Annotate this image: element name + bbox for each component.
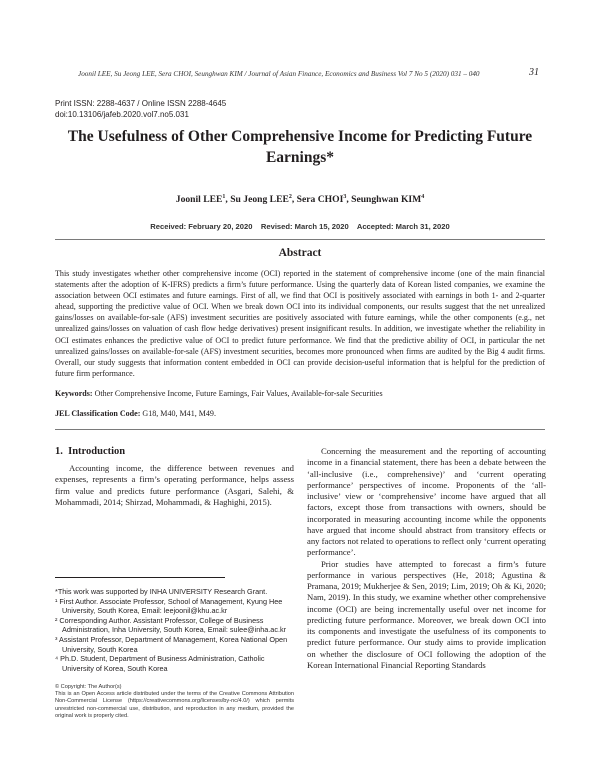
abstract-heading: Abstract [278, 247, 322, 259]
running-head: Joonil LEE, Su Jeong LEE, Sera CHOI, Seunghwan KIM / Journal of Asian Finance, Economics and Business Vol 7 No 5 (2020) 031 – 040 [78, 70, 480, 78]
footnote: *This work was supported by INHA UNIVERSITY Research Grant. [55, 587, 268, 596]
author-name: Sera CHOI [296, 194, 344, 206]
jel-value: G18, M40, M41, M49. [142, 409, 216, 418]
jel-label: JEL Classification Code: [55, 409, 141, 418]
author-sup: 2 [288, 194, 292, 200]
copyright-line: © Copyright: The Author(s) [55, 684, 122, 690]
keywords-value: Other Comprehensive Income, Future Earnings, Fair Values, Available-for-sale Securities [94, 389, 383, 398]
footnote: ⁴ Ph.D. Student, Department of Business Administration, Catholic University of Korea, South Korea [55, 654, 265, 673]
paragraph: Prior studies have attempted to forecast a firm’s future performance in various perspectives (He, 2018; Agustina & Pramana, 2019; Mukherjee & Sen, 2019; Lim, 2019; Oh & Ki, 2020; Nam, 2019). In this study, we examine whether other comprehensive income (OCI) are being incrementally useful over net income for predicting future performance. Moreover, we break down OCI into its components and investigate the usefulness of its components to predict future performance. Our study aims to provide implication on whether the disclosure of OCI following the adoption of the Korean International Financial Reporting Standards [307, 558, 546, 670]
author-name: Seunghwan KIM [351, 194, 422, 206]
page-number: 31 [529, 67, 539, 78]
divider [55, 239, 545, 240]
paragraph: Concerning the measurement and the reporting of accounting income in a financial statement, there has been a debate between the ‘all-inclusive (i.e., comprehensive)’ and ‘current operating performance’ perspectives of income. Proponents of the ‘all-inclusive’ view or ‘comprehensive’ income have argued that all factors, except those from transactions with owners, should be incorporated in measuring accounting income while the opponents have argued that income should abstract from transitory effects or any factors not related to operations to reflect only ‘current operating performance’. [307, 446, 546, 558]
identifiers [55, 98, 226, 120]
footnote: ² Corresponding Author. Assistant Professor, College of Business Administration, Inha University, South Korea, Email: sulee@inha.ac.kr [55, 615, 287, 635]
author-sup: 4 [421, 194, 425, 200]
author-sup: 3 [343, 194, 347, 200]
submission-dates: Received: February 20, 2020 Revised: March 15, 2020 Accepted: March 31, 2020 [150, 222, 450, 231]
paragraph: Accounting income, the difference between revenues and expenses, represents a firm’s operating performance, helps assess firm value and predicts future performance (Asgari, Salehi, & Mohammadi, 2014; Shirzad, Mohammadi, & Haghighi, 2015). [55, 463, 294, 507]
author-list: Joonil LEE$^1$, Su Jeong LEE$^2$, Sera CHOI$^3$, Seunghwan KIM$^4$ [175, 194, 425, 206]
footnote: ¹ First Author. Associate Professor, School of Management, Kyung Hee University, South Korea, Email: leejoonil@khu.ac.kr [55, 596, 283, 616]
issn-line: Print ISSN: 2288-4637 / Online ISSN 2288-4645 [55, 99, 227, 108]
doi-line: doi:10.13106/jafeb.2020.vol7.no5.031 [55, 110, 189, 119]
copyright-notice [55, 684, 294, 720]
divider [55, 429, 545, 430]
abstract-text: This study investigates whether other comprehensive income (OCI) reported in the statement of comprehensive income (one of the main financial statements after the adoption of K-IFRS) predicts a firm’s future performance. Using the quarterly data of Korean listed companies, we examine the association between OCI estimates and future earnings. First of all, we find that OCI is positively associated with earnings in both 1- and 2-quarter ahead, supporting the predictive value of OCI. When we break down OCI into its individual components, our results suggest that the net unrealized gains/losses on available-for-sale (AFS) investment securities are positively associated with future earnings, while the other components (e.g., net unrealized gains/losses on valuation of cash flow hedge derivatives) present insignificant results. In addition, we investigate whether the reliability in OCI estimates enhances the predictive value of OCI to predict future performance. We find that the predictive ability of OCI, in particular the net unrealized gains/losses on available-for-sale (AFS) investment securities, becomes more pronounced when firms are audited by the Big 4 audit firms. Overall, our study suggests that information content embedded in OCI can provide decision-useful information that is helpful for the prediction of future firm performance. [55, 269, 545, 378]
author-sup: 1 [222, 194, 226, 200]
author-name: Joonil LEE [175, 194, 223, 206]
right-column-body [307, 446, 546, 671]
keywords [55, 389, 545, 398]
left-column-body [55, 463, 294, 508]
footnote: ³ Assistant Professor, Department of Management, Korea National Open University, South Korea [55, 634, 288, 654]
author-name: Su Jeong LEE [230, 194, 289, 206]
footnote-rule [55, 577, 225, 578]
license-text: This is an Open Access article distributed under the terms of the Creative Commons Attribution Non-Commercial License (https://creativecommons.org/licenses/by-nc/4.0/) which permits unrestricted non-commercial use, distribution, and reproduction in any medium, provided the original work is properly cited. [55, 691, 294, 719]
footnotes [55, 587, 294, 673]
paper-title: The Usefulness of Other Comprehensive Income for Predicting Future Earnings* [67, 128, 533, 166]
section-heading: 1. Introduction [55, 446, 126, 457]
jel-codes [55, 409, 545, 418]
keywords-label: Keywords: [55, 389, 93, 398]
